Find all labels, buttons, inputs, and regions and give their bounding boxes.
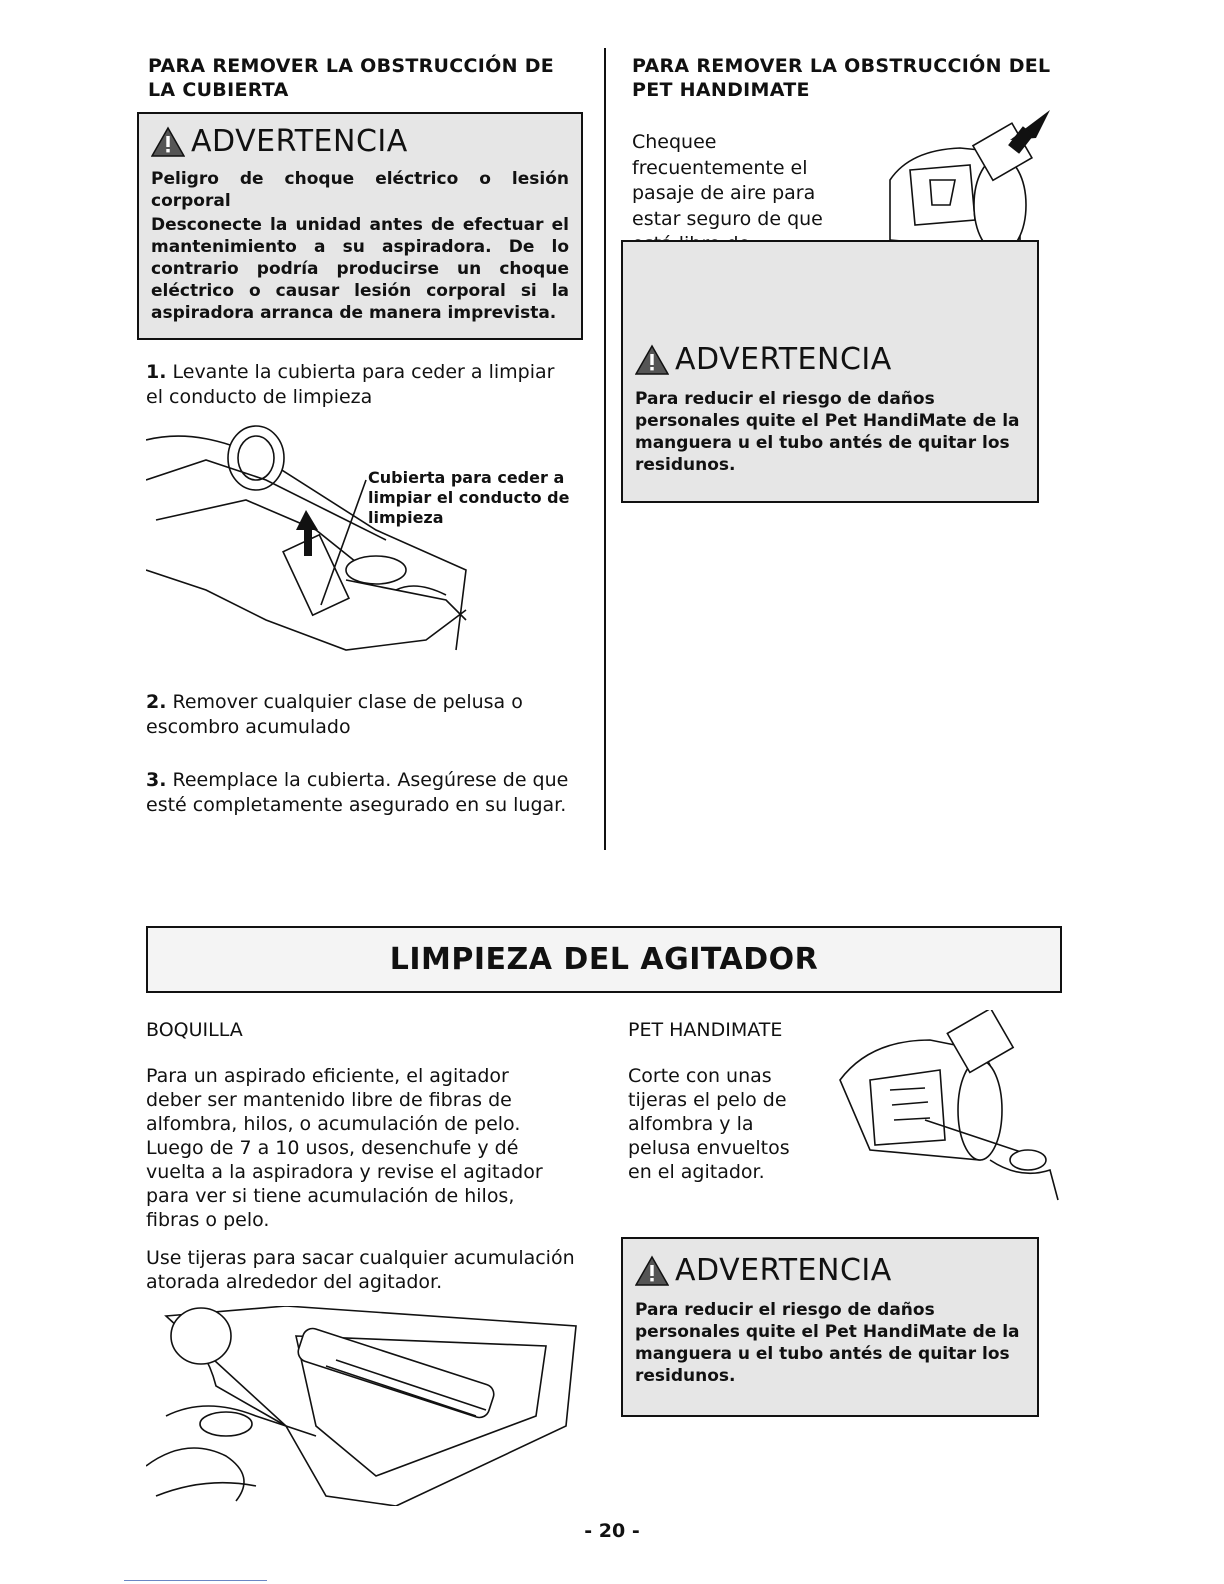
page-number: - 20 -	[584, 1520, 640, 1542]
warning-triangle-icon	[635, 344, 669, 376]
cover-callout: Cubierta para ceder a limpiar el conducto de limpieza	[368, 468, 570, 527]
warning-body: Para reducir el riesgo de daños personales quite el Pet HandiMate de la manguera u el tubo antés de quitar los residunos.	[635, 389, 1020, 475]
boquilla-para2: Use tijeras para sacar cualquier acumulación atorada alrededor del agitador.	[146, 1247, 575, 1293]
warning-box-left	[137, 112, 583, 340]
warning-triangle-icon	[635, 1255, 669, 1287]
warning-line1: Peligro de choque eléctrico o lesión corporal	[151, 169, 569, 211]
pet-heading: PET HANDIMATE	[628, 1019, 783, 1041]
cover-illustration	[146, 420, 586, 660]
warning-title: ADVERTENCIA	[675, 1253, 892, 1288]
step-2: 2. Remover cualquier clase de pelusa o escombro acumulado	[146, 691, 523, 738]
left-heading: PARA REMOVER LA OBSTRUCCIÓN DE LA CUBIERTA	[148, 55, 555, 101]
right-text: Chequee frecuentemente el pasaje de aire para estar seguro de que	[632, 131, 823, 230]
step-1: 1. Levante la cubierta para ceder a limpiar el conducto de limpieza	[146, 361, 555, 408]
nozzle-scissors-illustration	[146, 1306, 586, 1506]
column-divider	[604, 48, 606, 850]
warning-body: Para reducir el riesgo de daños personales quite el Pet HandiMate de la manguera u el tubo antés de quitar los residunos.	[635, 1300, 1020, 1386]
warning-title: ADVERTENCIA	[675, 342, 892, 377]
warning-title: ADVERTENCIA	[191, 124, 408, 159]
section-title: LIMPIEZA DEL AGITADOR	[389, 942, 819, 977]
warning-line2: Desconecte la unidad antes de efectuar el mantenimiento a su aspiradora. De lo contrario podría producirse un choque eléctrico o causar lesión corporal si la aspiradora arranca de manera imprevista.	[151, 215, 569, 323]
warning-triangle-icon	[151, 126, 185, 158]
step-3: 3. Reemplace la cubierta. Asegúrese de que esté completamente asegurado en su lugar.	[146, 769, 569, 816]
boquilla-heading: BOQUILLA	[146, 1019, 243, 1041]
boquilla-para1: Para un aspirado eficiente, el agitador deber ser mantenido libre de fibras de alfombra, hilos, o acumulación de pelo. Luego de 7 a 10 usos, desenchufe y dé vuelta a la aspiradora y revise el agitador para ver si tiene acumulación de hilos, fibras o pelo.	[146, 1065, 543, 1231]
pet-text: Corte con unas tijeras el pelo de alfombra y la pelusa envueltos en el agitador.	[628, 1065, 790, 1183]
bottom-rule	[124, 1580, 267, 1581]
section-banner	[146, 926, 1062, 993]
handimate-scissors-illustration	[830, 1010, 1060, 1210]
right-heading: PARA REMOVER LA OBSTRUCCIÓN DEL PET HANDIMATE	[632, 55, 1051, 101]
warning-box-right-top	[621, 240, 1039, 503]
warning-box-right-bottom	[621, 1237, 1039, 1417]
